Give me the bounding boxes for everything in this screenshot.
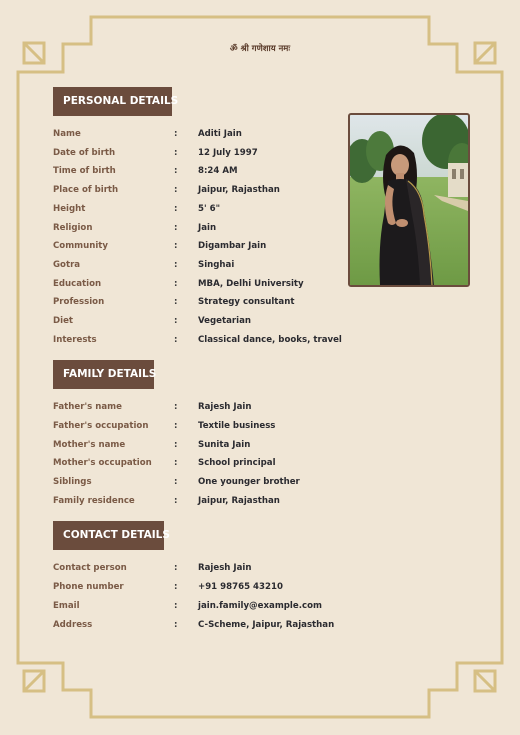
detail-row	[53, 494, 343, 508]
row-separator: :	[174, 620, 178, 630]
row-separator: :	[174, 166, 178, 176]
row-label: Education	[53, 279, 102, 289]
portrait-illustration	[350, 115, 468, 285]
row-value: MBA, Delhi University	[198, 279, 304, 289]
personal-details-header: PERSONAL DETAILS	[53, 87, 172, 116]
row-separator: :	[174, 563, 178, 573]
row-separator: :	[174, 223, 178, 233]
detail-row	[53, 580, 343, 594]
row-separator: :	[174, 185, 178, 195]
row-value: Jaipur, Rajasthan	[198, 496, 280, 506]
detail-row	[53, 599, 343, 613]
detail-row	[53, 202, 343, 216]
detail-row	[53, 400, 343, 414]
row-separator: :	[174, 496, 178, 506]
detail-row	[53, 277, 343, 291]
row-label: Time of birth	[53, 166, 116, 176]
row-separator: :	[174, 241, 178, 251]
row-label: Email	[53, 601, 80, 611]
row-separator: :	[174, 582, 178, 592]
detail-row	[53, 618, 343, 632]
row-separator: :	[174, 316, 178, 326]
detail-row	[53, 146, 343, 160]
detail-row	[53, 475, 343, 489]
profile-photo	[348, 113, 470, 287]
detail-row	[53, 164, 343, 178]
row-value: Jain	[198, 223, 217, 233]
row-separator: :	[174, 402, 178, 412]
row-label: Contact person	[53, 563, 127, 573]
detail-row	[53, 561, 343, 575]
row-value: Vegetarian	[198, 316, 251, 326]
detail-row	[53, 333, 343, 347]
row-separator: :	[174, 297, 178, 307]
row-label: Father's occupation	[53, 421, 149, 431]
row-value: 8:24 AM	[198, 166, 238, 176]
row-value: 12 July 1997	[198, 148, 258, 158]
row-separator: :	[174, 279, 178, 289]
row-value: School principal	[198, 458, 276, 468]
detail-row	[53, 258, 343, 272]
row-separator: :	[174, 260, 178, 270]
detail-row	[53, 295, 343, 309]
row-value: Digambar Jain	[198, 241, 267, 251]
row-label: Religion	[53, 223, 93, 233]
row-separator: :	[174, 129, 178, 139]
row-label: Height	[53, 204, 86, 214]
row-label: Siblings	[53, 477, 92, 487]
row-label: Phone number	[53, 582, 124, 592]
row-separator: :	[174, 148, 178, 158]
row-value: jain.family@example.com	[198, 601, 322, 611]
row-separator: :	[174, 421, 178, 431]
row-value: 5' 6"	[198, 204, 221, 214]
row-separator: :	[174, 601, 178, 611]
row-value: Strategy consultant	[198, 297, 295, 307]
detail-row	[53, 221, 343, 235]
row-value: Singhai	[198, 260, 235, 270]
row-label: Place of birth	[53, 185, 119, 195]
row-label: Name	[53, 129, 81, 139]
row-label: Address	[53, 620, 93, 630]
detail-row	[53, 438, 343, 452]
row-label: Mother's occupation	[53, 458, 152, 468]
detail-row	[53, 127, 343, 141]
row-separator: :	[174, 204, 178, 214]
row-value: Rajesh Jain	[198, 563, 252, 573]
row-label: Family residence	[53, 496, 135, 506]
row-value: Sunita Jain	[198, 440, 251, 450]
row-value: Textile business	[198, 421, 276, 431]
row-label: Community	[53, 241, 109, 251]
detail-row	[53, 456, 343, 470]
detail-row	[53, 314, 343, 328]
row-label: Father's name	[53, 402, 122, 412]
detail-row	[53, 183, 343, 197]
contact-details-header: CONTACT DETAILS	[53, 521, 164, 550]
row-value: Rajesh Jain	[198, 402, 252, 412]
row-label: Profession	[53, 297, 105, 307]
row-label: Gotra	[53, 260, 81, 270]
family-details-header: FAMILY DETAILS	[53, 360, 154, 389]
row-value: One younger brother	[198, 477, 300, 487]
row-value: Classical dance, books, travel	[198, 335, 342, 345]
row-label: Date of birth	[53, 148, 116, 158]
detail-row	[53, 419, 343, 433]
row-value: C-Scheme, Jaipur, Rajasthan	[198, 620, 335, 630]
row-separator: :	[174, 477, 178, 487]
row-value: Jaipur, Rajasthan	[198, 185, 280, 195]
row-value: +91 98765 43210	[198, 582, 283, 592]
row-separator: :	[174, 458, 178, 468]
invocation-text: ॐ श्री गणेशाय नमः	[229, 44, 291, 54]
detail-row	[53, 239, 343, 253]
row-separator: :	[174, 335, 178, 345]
row-label: Interests	[53, 335, 97, 345]
row-separator: :	[174, 440, 178, 450]
row-label: Diet	[53, 316, 74, 326]
row-label: Mother's name	[53, 440, 126, 450]
row-value: Aditi Jain	[198, 129, 242, 139]
